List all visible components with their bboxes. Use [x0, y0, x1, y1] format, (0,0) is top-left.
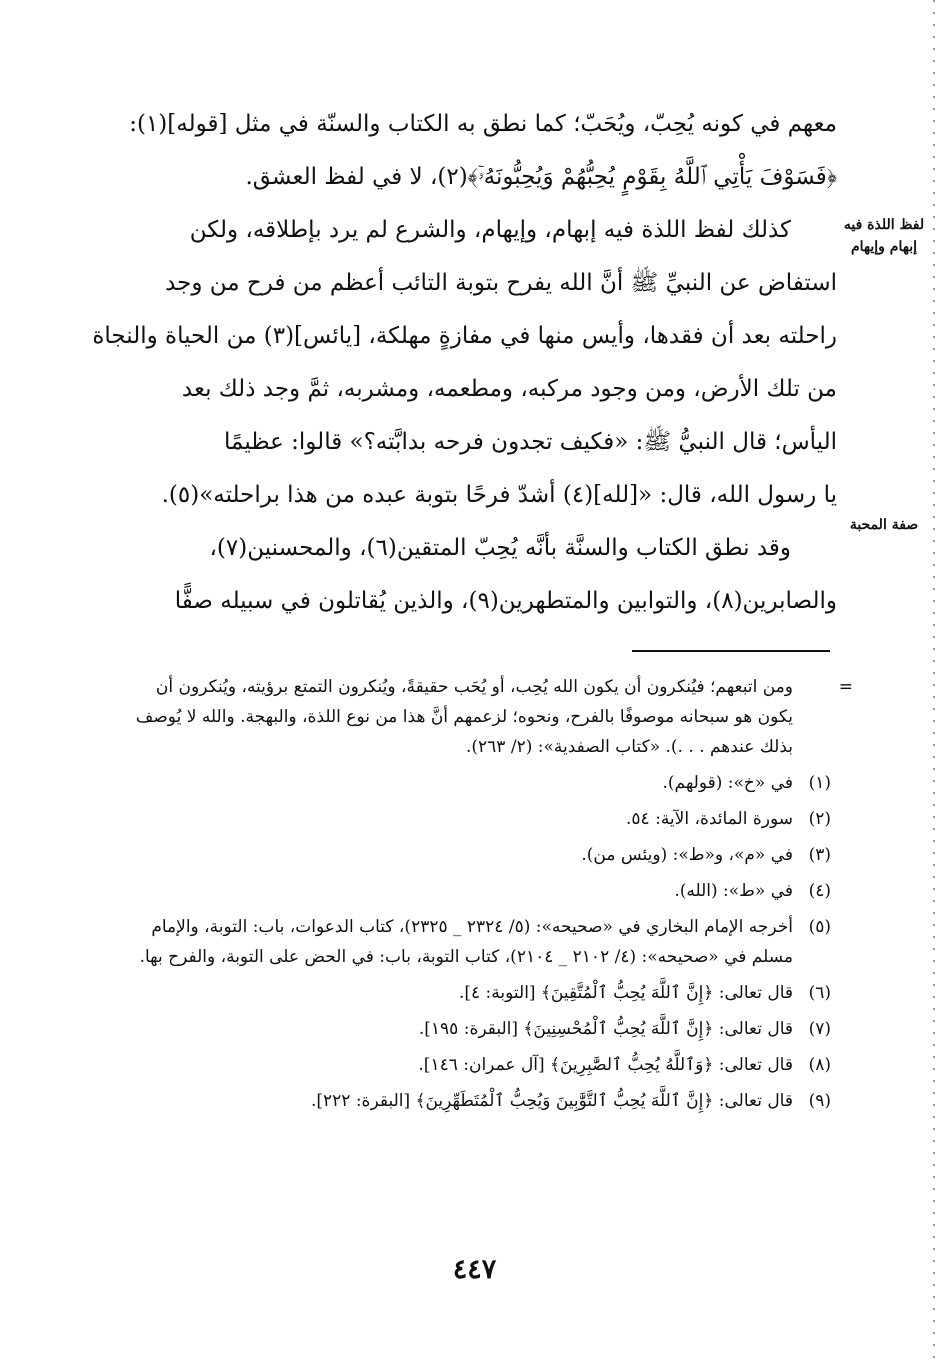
footnote-7: [119, 1014, 831, 1044]
footnote-5: [119, 912, 831, 972]
page-edge-dots: [933, 0, 935, 1368]
footnote-text: قال تعالى: ﴿إِنَّ ٱللَّهَ يُحِبُّ ٱلْمُتَّقِينَ﴾ [التوبة: ٤].: [458, 983, 793, 1003]
footnote-number: (٩): [808, 1091, 831, 1111]
footnote-text: في «ط»: (الله).: [674, 881, 793, 901]
side-note-pleasure: لفظ اللذة فيه إبهام وإيهام: [843, 217, 925, 255]
footnote-4: [119, 876, 831, 906]
footnote-number: (٧): [808, 1019, 831, 1039]
text-line: والصابرين(٨)، والتوابين والمتطهرين(٩)، والذين يُقاتلون في سبيله صفًّا: [174, 588, 837, 614]
footnote-number: (٨): [808, 1055, 831, 1075]
text-line: يا رسول الله، قال: «[لله](٤) أشدّ فرحًا بتوبة عبده من هذا براحلته»(٥).: [161, 482, 837, 508]
footnote-separator: [632, 650, 830, 652]
footnote-8: [119, 1050, 831, 1080]
text-line: ﴿فَسَوْفَ يَأْتِي ٱللَّهُ بِقَوْمٍ يُحِبُّهُمْ وَيُحِبُّونَهُۥٓ﴾(٢)، لا في لفظ العشق.: [245, 164, 837, 190]
text-line: راحلته بعد أن فقدها، وأيس منها في مفازةٍ مهلكة، [يائس](٣) من الحياة والنجاة: [92, 323, 837, 349]
paragraph-1: [119, 98, 837, 204]
page-number: ٤٤٧: [452, 1254, 497, 1285]
continuation-mark: =: [838, 677, 853, 697]
footnote-text: قال تعالى: ﴿وَٱللَّهُ يُحِبُّ ٱلصَّٰبِرِينَ﴾ [آل عمران: ١٤٦].: [418, 1055, 793, 1075]
footnote-text: في «م»، و«ط»: (ويئس من).: [581, 845, 793, 865]
footnote-2: [119, 804, 831, 834]
side-note-love: صفة المحبة: [849, 517, 919, 533]
paragraph-2: [92, 204, 837, 522]
footnote-1: [119, 768, 831, 798]
footnotes: [119, 672, 853, 1122]
footnote-text: قال تعالى: ﴿إِنَّ ٱللَّهَ يُحِبُّ ٱلْمُحْسِنِينَ﴾ [البقرة: ١٩٥].: [418, 1019, 793, 1039]
footnote-continuation: [119, 672, 853, 762]
text-line: كذلك لفظ اللذة فيه إبهام، وإيهام، والشرع لم يرد بإطلاقه، ولكن: [189, 217, 791, 243]
footnote-number: (١): [808, 773, 831, 793]
footnote-number: (٤): [808, 881, 831, 901]
paragraph-3: [119, 522, 837, 628]
footnote-number: (٥): [808, 917, 831, 937]
footnote-text: في «خ»: (قولهم).: [662, 773, 793, 793]
text-line: اليأس؛ قال النبيُّ ﷺ: «فكيف تجدون فرحه بدابَّته؟» قالوا: عظيمًا: [224, 429, 837, 455]
footnote-3: [119, 840, 831, 870]
footnote-number: (٣): [808, 845, 831, 865]
main-text-body: [92, 98, 837, 628]
text-line: من تلك الأرض، ومن وجود مركبه، ومطعمه، ومشربه، ثمَّ وجد ذلك بعد: [181, 376, 837, 402]
footnote-number: (٢): [808, 809, 831, 829]
footnote-text: ومن اتبعهم؛ فيُنكرون أن يكون الله يُحِب، أو يُحَب حقيقةً، ويُنكرون التمتع برؤيته، ويُنكرون أن يكون هو سبحانه موصوفًا بالفرح، ونحوه؛ لزعمهم أنَّ هذا من نوع اللذة، والبهجة. والله لا يُوصف بذلك عندهم . . .). «كتاب الصفدية»: (٢/ ٢٦٣).: [135, 677, 793, 757]
text-line: معهم في كونه يُحِبّ، ويُحَبّ؛ كما نطق به الكتاب والسنّة في مثل [قوله](١):: [129, 111, 837, 137]
text-line: استفاض عن النبيِّ ﷺ أنَّ الله يفرح بتوبة التائب أعظم من فرح من وجد: [165, 270, 837, 296]
footnote-text: سورة المائدة، الآية: ٥٤.: [626, 809, 793, 829]
footnote-6: [119, 978, 831, 1008]
footnote-number: (٦): [808, 983, 831, 1003]
footnote-text: قال تعالى: ﴿إِنَّ ٱللَّهَ يُحِبُّ ٱلتَّوَّٰبِينَ وَيُحِبُّ ٱلْمُتَطَهِّرِينَ﴾ [البقرة: ٢٢٢].: [310, 1091, 793, 1111]
footnote-text: أخرجه الإمام البخاري في «صحيحه»: (٥/ ٢٣٢٤ _ ٢٣٢٥)، كتاب الدعوات، باب: التوبة، والإمام مسلم في «صحيحه»: (٤/ ٢١٠٢ _ ٢١٠٤)، كتاب التوبة، باب: في الحض على التوبة، والفرح بها.: [139, 917, 793, 967]
text-line: وقد نطق الكتاب والسنَّة بأنَّه يُحِبّ المتقين(٦)، والمحسنين(٧)،: [209, 535, 791, 561]
footnote-9: [119, 1086, 831, 1116]
